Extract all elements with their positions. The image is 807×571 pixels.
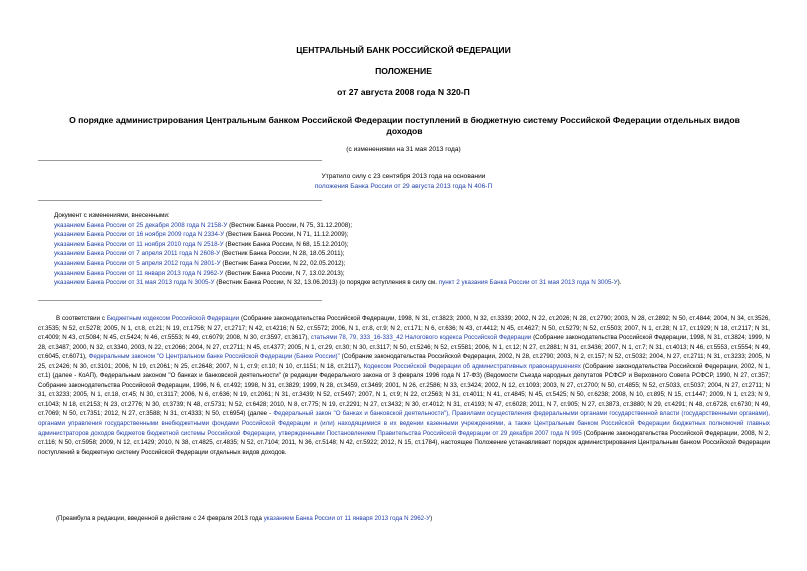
amendment-link[interactable]: указанием Банка России от 16 ноября 2009 года N 2334-У <box>54 231 225 239</box>
divider <box>38 160 322 161</box>
doc-title: О порядке администрирования Центральным банком Российской Федерации поступлений в бюджетную систему Российской Федерации отдельных видов доходов <box>69 115 740 136</box>
list-item: указанием Банка России от 11 ноября 2010 года N 2518-У (Вестник Банка России, N 68, 15.12.2010); <box>54 240 349 248</box>
effective-date-link[interactable]: пункт 2 указания Банка России от 31 мая 2013 года N 3005-У <box>438 279 618 287</box>
list-item: указанием Банка России от 11 января 2013 года N 2962-У (Вестник Банка России, N 7, 13.02.2013); <box>54 269 345 277</box>
list-item: указанием Банка России от 16 ноября 2009 года N 2334-У (Вестник Банка России, N 71, 11.12.2009); <box>54 231 349 239</box>
amendment-link[interactable]: указанием Банка России от 31 мая 2013 года N 3005-У <box>54 279 215 287</box>
list-item: указанием Банка России от 25 декабря 2008 года N 2158-У (Вестник Банка России, N 75, 31.12.2008); <box>54 221 353 229</box>
amendment-link[interactable]: указанием Банка России от 5 апреля 2012 года N 2801-У <box>54 259 221 267</box>
bank-name: ЦЕНТРАЛЬНЫЙ БАНК РОССИЙСКОЙ ФЕДЕРАЦИИ <box>296 45 511 55</box>
list-item: указанием Банка России от 7 апреля 2011 года N 2608-У (Вестник Банка России, N 28, 18.05.2011); <box>54 250 345 258</box>
amendments-heading: Документ с изменениями, внесенными: <box>54 212 170 219</box>
doc-date-number: от 27 августа 2008 года N 320-П <box>337 87 470 97</box>
lost-force-note: Утратило силу с 23 сентября 2013 года на основании <box>321 173 486 180</box>
doc-type: ПОЛОЖЕНИЕ <box>375 66 432 76</box>
list-item: указанием Банка России от 31 мая 2013 года N 3005-У (Вестник Банка России, N 32, 13.06.2013) (о порядке вступления в силу см. пункт 2 указания Банка России от 31 мая 2013 года N 3005-У). <box>54 279 622 287</box>
budget-code-link[interactable]: Бюджетным кодексом Российской Федерации <box>106 315 240 322</box>
preamble-note: (Преамбула в редакции, введенной в действие с 24 февраля 2013 года указанием Банка России от 11 января 2013 года N 2962-У) <box>56 515 433 522</box>
preamble-note-link[interactable]: указанием Банка России от 11 января 2013 года N 2962-У <box>263 515 431 522</box>
divider <box>38 300 322 301</box>
banking-law-link[interactable]: Федеральный закон "О банках и банковской деятельности"), Правилами осуществления федеральными органами государственной власти (государственными органами), органами управления государственными внебюджетными фондами Российской Федерации и (или) находящимися в их ведении казенными учреждениями, а также Центральным банком Российской Федерации бюджетных полномочий главных администраторов доходов бюджетов бюджетной системы Российской Федерации, утвержденными Постановлением Правительства Российской Федерации от 29 декабря 2007 года N 995 <box>38 410 770 437</box>
amendment-link[interactable]: указанием Банка России от 25 декабря 2008 года N 2158-У <box>54 221 228 229</box>
revision-note: (с изменениями на 31 мая 2013 года) <box>346 146 461 153</box>
koap-link[interactable]: Кодексом Российской Федерации об административных правонарушениях <box>363 362 581 370</box>
list-item: указанием Банка России от 5 апреля 2012 года N 2801-У (Вестник Банка России, N 22, 02.05.2012); <box>54 259 346 267</box>
tax-code-link[interactable]: статьями 78, 79, 333_16-333_42 Налогового кодекса Российской Федерации <box>310 334 532 342</box>
amendment-link[interactable]: указанием Банка России от 7 апреля 2011 года N 2608-У <box>54 250 221 258</box>
amendment-link[interactable]: указанием Банка России от 11 января 2013 года N 2962-У <box>54 269 224 277</box>
preamble-paragraph: В соответствии с Бюджетным кодексом Российской Федерации (Собрание законодательства Российской Федерации, 1998, N 31, ст.3823; 2000, N 32, ст.3339; 2002, N 22, ст.2026; N 28, ст.2790; 2003, N 28, ст.2892; N 50, ст.4844; 2004, N 34, ст.3526, ст.3535; N 52, ст.5278; 2005, N 1, ст.8, ст.21; N 19, ст.1756; N 27, ст.2717; N 42, ст.4216; N 52, ст.5572; 2006, N 1, ст.8, ст.9; N 2, ст.171; N 6, ст.636; N 43, ст.4412; N 45, ст.4627; N 50, ст.5279; N 52, ст.5503; 2007, N 1, ст.28; N 17, ст.1929; N 18, ст.2117; N 31, ст.4009; N 43, ст.5084; N 45, ст.5424; N 46, ст.5553; N 49, ст.6079; 2008, N 30, ст.3597, ст.3617), статьями 78, 79, 333_16-333_42 Налогового кодекса Российской Федерации (Собрание законодательства Российской Федерации, 1998, N 31, ст.3824; 1999, N 28, ст.3487; 2000, N 32, ст.3340, 2003, N 22, ст.2066; 2004, N 27, ст.2711; N 45, ст.4377; 2005, N 1, ст.29, ст.30; N 30, ст.3117; N 50, ст.5246; N 52, ст.5581; 2006, N 1, ст.12; N 27, ст.2881; N 31, ст.3436; 2007, N 1, ст.7; N 31, ст.4013; N 46, ст.5553, ст.5554; N 49, ст.6045, ст.6071), Федеральным законом "О Центральном банке Российской Федерации (Банке России)" (Собрание законодательства Российской Федерации, 2002, N 28, ст.2790; 2003, N 2, ст.157; N 52, ст.5032; 2004, N 27, ст.2711; N 31, ст.3233; 2005, N 25, ст.2426; N 30, ст.3101; 2006, N 19, ст.2061; N 25, ст.2648; 2007, N 1, ст.9; ст.10; N 10, ст.1151; N 18, ст.2117), Кодексом Российской Федерации об административных правонарушениях (Собрание законодательства Российской Федерации, 2002, N 1, ст.1) (далее - КоАП), Федеральным законом "О банках и банковской деятельности" (в редакции Федерального закона от 3 февраля 1996 года N 17-ФЗ) (Ведомости Съезда народных депутатов РСФСР и Верховного Совета РСФСР, 1990, N 27, ст.357; Собрание законодательства Российской Федерации, 1996, N 6, ст.492; 1998, N 31, ст.3829; 1999, N 28, ст.3459, ст.3469; 2001, N 26, ст.2586; N 33, ст.3424; 2002, N 12, ст.1093; 2003, N 27, ст.2700; N 50, ст.4855; N 52, ст.5033, ст.5037; 2004, N 27, ст.2711; N 31, ст.3233; 2005, N 1, ст.18, ст.45; N 30, ст.3117; 2006, N 6, ст.636; N 19, ст.2061; N 31, ст.3439; N 52, ст.5497; 2007, N 1, ст.9; N 22, ст.2563; N 31, ст.4011; N 41, ст.4845; N 45, ст.5425; N 50, ст.6238; 2008, N 10, ст.895; N 15, ст.1447; 2009, N 1, ст.23; N 9, ст.1043; N 18, ст.2153; N 23, ст.2776; N 30, ст.3739; N 48, ст.5731; N 52, ст.6428; 2010, N 8, ст.775; N 19, ст.2291; N 27, ст.3432; N 30, ст.4012; N 31, ст.4193; N 47, ст.6028; 2011, N 7, ст.905; N 27, ст.3873, ст.3880; N 29, ст.4291; N 48, ст.6728, ст.6730; N 49, ст.7069; N 50, ст.7351; 2012, N 27, ст.3588; N 31, ст.4333; N 50, ст.6954) (далее - Федеральный закон "О банках и банковской деятельности"), Правилами осуществления федеральными органами государственной власти (государственными органами), органами управления государственными внебюджетными фондами Российской Федерации и (или) находящимися в их ведении казенными учреждениями, а также Центральным банком Российской Федерации бюджетных полномочий главных администраторов доходов бюджетов бюджетной системы Российской Федерации, утвержденными Постановлением Правительства Российской Федерации от 29 декабря 2007 года N 995 (Собрание законодательства Российской Федерации, 2008, N 2, ст.116; N 50, ст.5958; 2009, N 12, ст.1429; 2010, N 38, ст.4825, ст.4835; N 52, ст.7104; 2011, N 36, ст.5148; N 42, ст.5922; 2012, N 15, ст.1784), настоящее Положение устанавливает порядок администрирования Центральным банком Российской Федерации поступлений в бюджетную систему Российской Федерации отдельных видов доходов. <box>38 315 770 456</box>
basis-link[interactable]: положения Банка России от 29 августа 2013 года N 406-П <box>314 183 493 190</box>
amendment-link[interactable]: указанием Банка России от 11 ноября 2010 года N 2518-У <box>54 240 224 248</box>
divider <box>38 200 322 201</box>
central-bank-law-link[interactable]: Федеральным законом "О Центральном банке Российской Федерации (Банке России)" <box>88 353 340 361</box>
amendments-list <box>54 211 754 288</box>
